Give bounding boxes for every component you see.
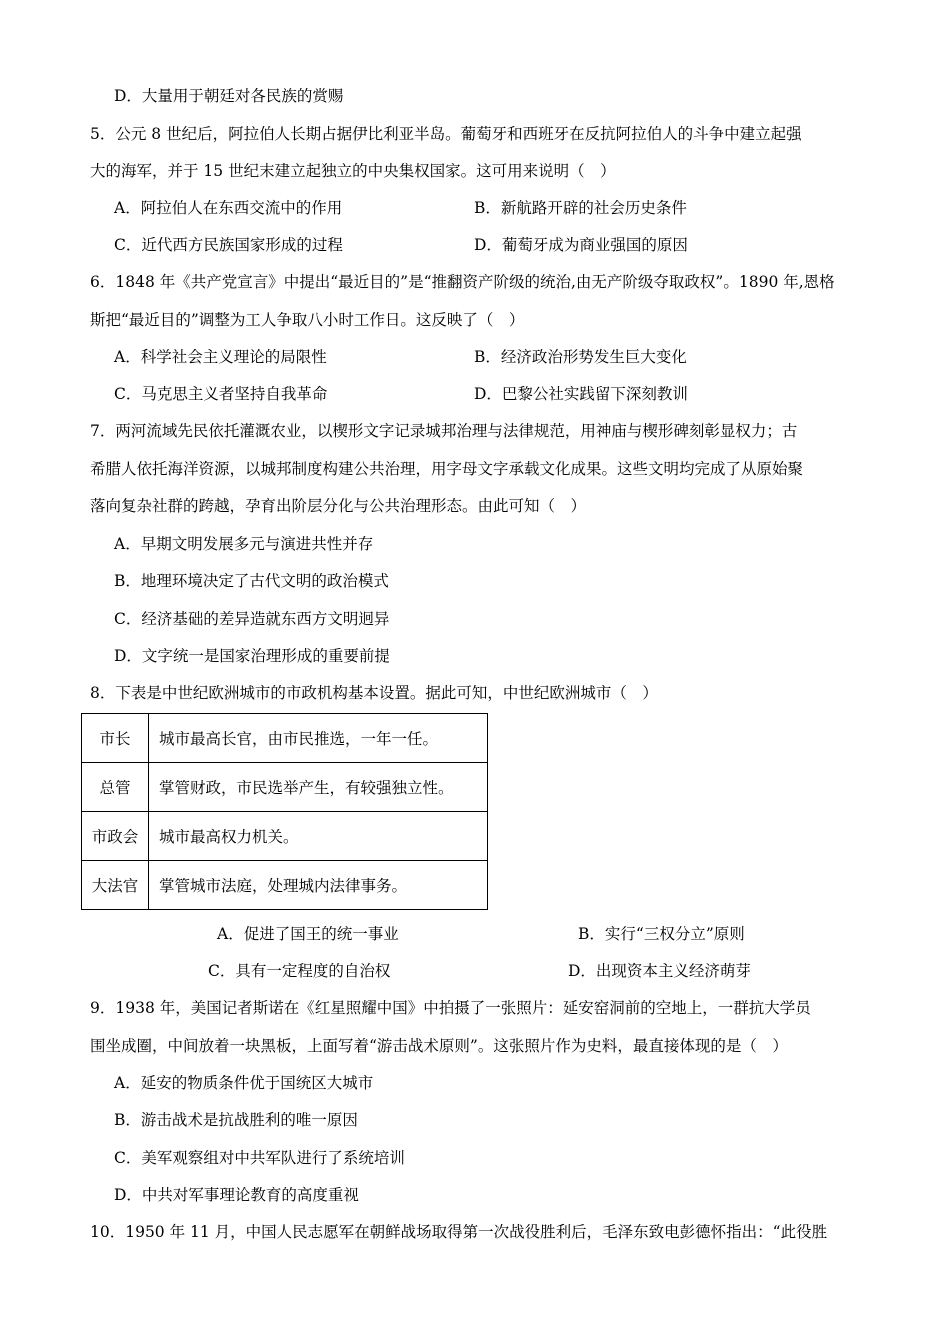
q8-stem-line1: 8．下表是中世纪欧洲城市的市政机构基本设置。据此可知，中世纪欧洲城市（ ） <box>90 684 658 702</box>
table-cell-desc: 掌管财政，市民选举产生，有较强独立性。 <box>149 763 488 812</box>
table-cell-desc: 掌管城市法庭，处理城内法律事务。 <box>149 861 488 910</box>
table-cell-office: 大法官 <box>82 861 149 910</box>
q6-option-d: D．巴黎公社实践留下深刻教训 <box>474 385 688 403</box>
q5-option-c: C．近代西方民族国家形成的过程 <box>114 236 343 254</box>
q7-option-d: D．文字统一是国家治理形成的重要前提 <box>114 647 390 665</box>
q6-stem-line1: 6．1848 年《共产党宣言》中提出“最近目的”是“推翻资产阶级的统治,由无产阶级夺取政权”。1890 年,恩格 <box>90 273 835 291</box>
q9-option-c: C．美军观察组对中共军队进行了系统培训 <box>114 1149 405 1167</box>
q5-option-a: A．阿拉伯人在东西交流中的作用 <box>114 199 343 217</box>
table-cell-office: 总管 <box>82 763 149 812</box>
q8-option-b: B．实行“三权分立”原则 <box>578 925 745 943</box>
q7-option-a: A．早期文明发展多元与演进共性并存 <box>114 535 374 553</box>
table-cell-desc: 城市最高权力机关。 <box>149 812 488 861</box>
table-row <box>82 714 488 763</box>
q7-option-c: C．经济基础的差异造就东西方文明迥异 <box>114 610 390 628</box>
table-row <box>82 861 488 910</box>
q9-option-b: B．游击战术是抗战胜利的唯一原因 <box>114 1111 358 1129</box>
q8-option-c: C．具有一定程度的自治权 <box>208 962 391 980</box>
q5-option-d: D．葡萄牙成为商业强国的原因 <box>474 236 688 254</box>
q8-option-a: A．促进了国王的统一事业 <box>217 925 399 943</box>
q8-option-d: D．出现资本主义经济萌芽 <box>568 962 751 980</box>
q10-stem-line1: 10．1950 年 11 月，中国人民志愿军在朝鲜战场取得第一次战役胜利后，毛泽东致电彭德怀指出：“此役胜 <box>90 1223 828 1241</box>
q6-stem-line2: 斯把“最近目的”调整为工人争取八小时工作日。这反映了（ ） <box>90 311 525 329</box>
q9-option-d: D．中共对军事理论教育的高度重视 <box>114 1186 359 1204</box>
q6-option-a: A．科学社会主义理论的局限性 <box>114 348 327 366</box>
table-row <box>82 812 488 861</box>
q7-stem-line3: 落向复杂社群的跨越，孕育出阶层分化与公共治理形态。由此可知（ ） <box>90 497 587 515</box>
table-row <box>82 763 488 812</box>
table-cell-office: 市政会 <box>82 812 149 861</box>
table-cell-office: 市长 <box>82 714 149 763</box>
q4-option-d: D．大量用于朝廷对各民族的赏赐 <box>114 87 344 105</box>
q7-stem-line2: 希腊人依托海洋资源，以城邦制度构建公共治理，用字母文字承载文化成果。这些文明均完成了从原始聚 <box>90 460 804 478</box>
q6-option-c: C．马克思主义者坚持自我革命 <box>114 385 328 403</box>
q6-option-b: B．经济政治形势发生巨大变化 <box>474 348 687 366</box>
municipal-office-table <box>81 713 488 910</box>
q7-option-b: B．地理环境决定了古代文明的政治模式 <box>114 572 389 590</box>
q5-stem-line2: 大的海军，并于 15 世纪末建立起独立的中央集权国家。这可用来说明（ ） <box>90 162 616 180</box>
q5-stem-line1: 5．公元 8 世纪后，阿拉伯人长期占据伊比利亚半岛。葡萄牙和西班牙在反抗阿拉伯人的斗争中建立起强 <box>90 125 802 143</box>
q9-stem-line2: 围坐成圈，中间放着一块黑板，上面写着“游击战术原则”。这张照片作为史料，最直接体现的是（ ） <box>90 1037 788 1055</box>
table-cell-desc: 城市最高长官，由市民推选，一年一任。 <box>149 714 488 763</box>
q9-option-a: A．延安的物质条件优于国统区大城市 <box>114 1074 374 1092</box>
q7-stem-line1: 7．两河流域先民依托灌溉农业，以楔形文字记录城邦治理与法律规范，用神庙与楔形碑刻彰显权力；古 <box>90 422 798 440</box>
q9-stem-line1: 9．1938 年，美国记者斯诺在《红星照耀中国》中拍摄了一张照片：延安窑洞前的空地上，一群抗大学员 <box>90 999 811 1017</box>
q5-option-b: B．新航路开辟的社会历史条件 <box>474 199 687 217</box>
